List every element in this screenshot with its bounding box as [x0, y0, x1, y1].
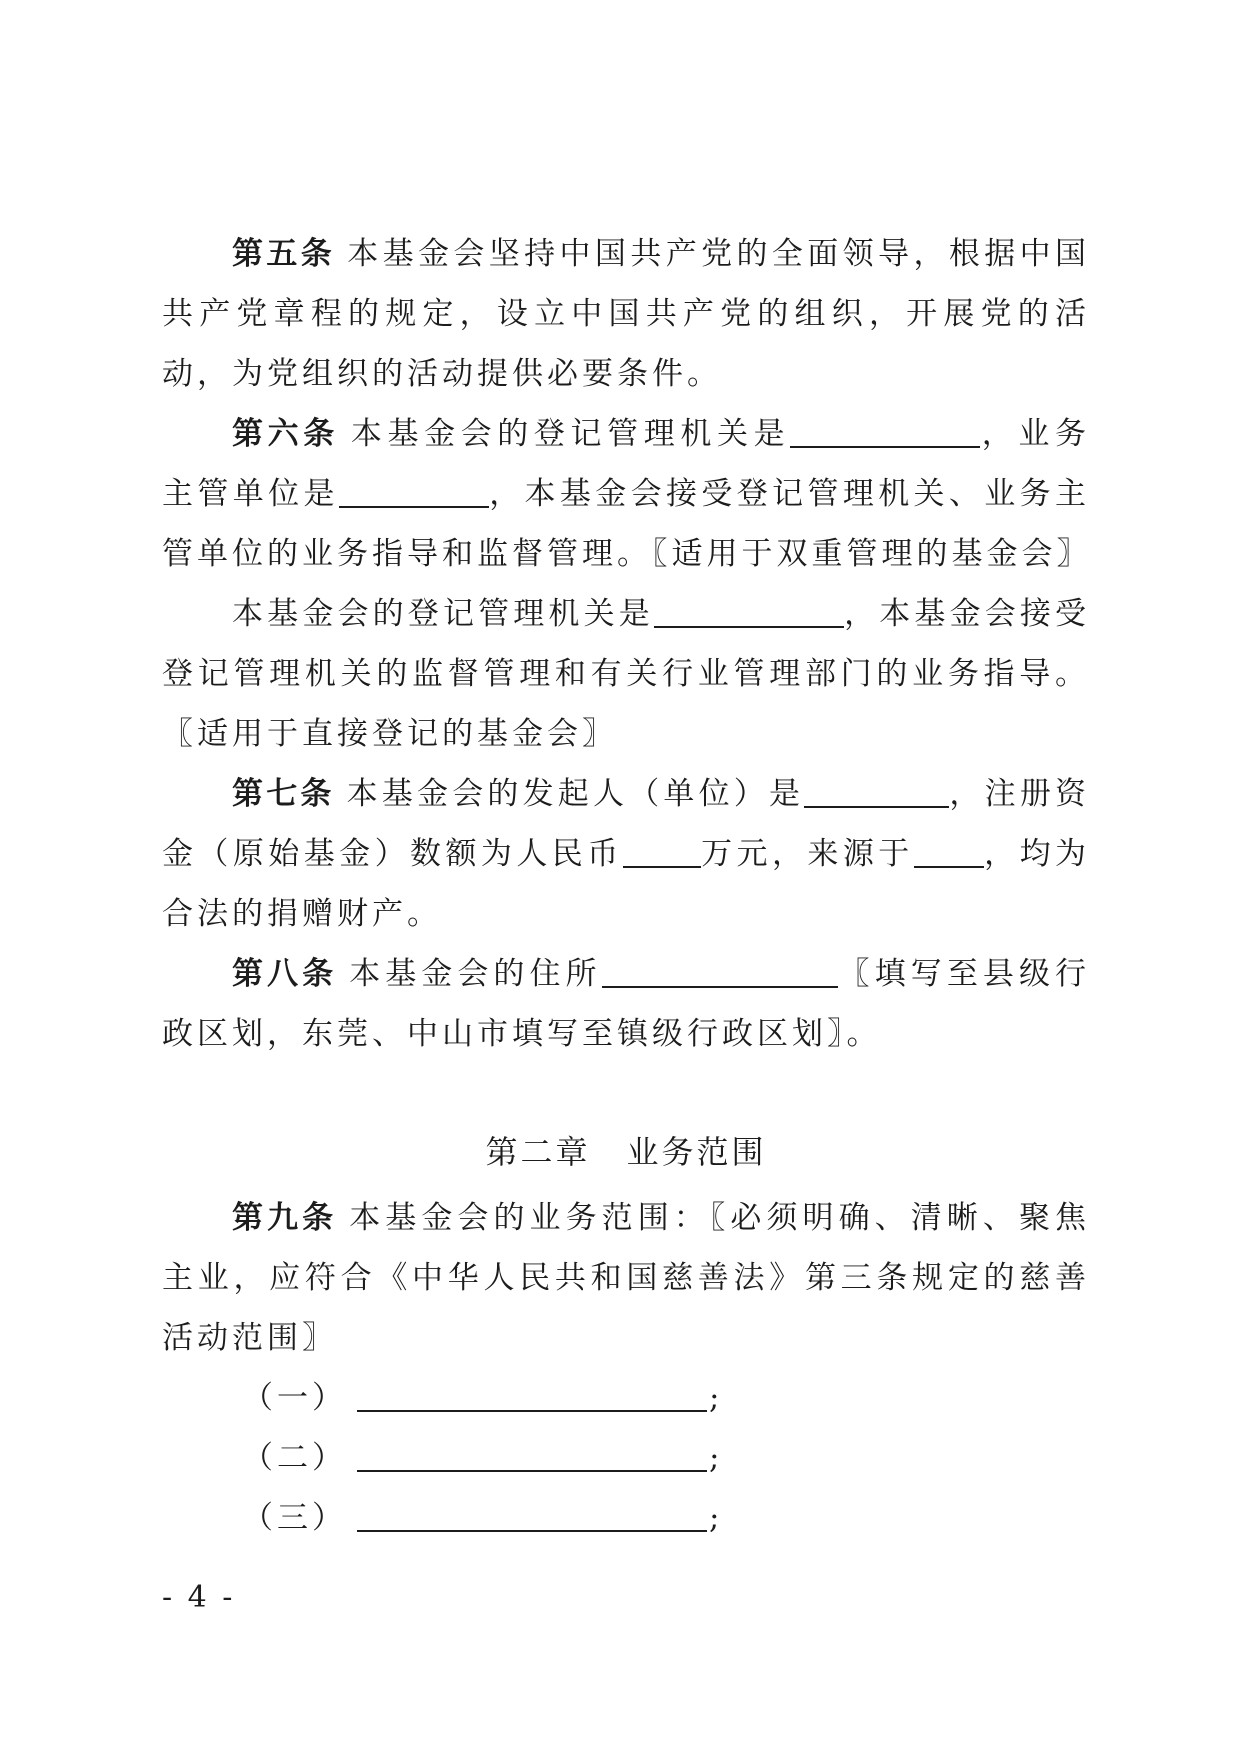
business-scope-item-3 [162, 1488, 1090, 1548]
supervising-unit-blank [339, 470, 489, 508]
article-6-text-3: ，本基金会接受登记管理机关、业务主管单位的业务指导和监督管理。〖适用于双重管理的基金会〗 [162, 476, 1092, 572]
article-9 [162, 1188, 1090, 1368]
item-3-blank [357, 1494, 707, 1532]
article-6-alt-text-1: 本基金会的登记管理机关是 [232, 596, 654, 632]
article-7 [162, 764, 1090, 944]
item-3-end: ; [709, 1500, 724, 1536]
item-1-blank [357, 1374, 707, 1412]
article-7-label: 第七条 [232, 776, 335, 812]
article-9-label: 第九条 [232, 1200, 338, 1236]
item-2-number: （二） [242, 1440, 347, 1476]
article-9-text: 本基金会的业务范围：〖必须明确、清晰、聚焦主业，应符合《中华人民共和国慈善法》第三条规定的慈善活动范围〗 [162, 1200, 1091, 1356]
item-1-end: ; [709, 1380, 724, 1416]
item-2-end: ; [709, 1440, 724, 1476]
article-6-alternative [162, 584, 1090, 764]
article-7-text-1: 本基金会的发起人（单位）是 [346, 776, 805, 812]
item-2-blank [357, 1434, 707, 1472]
article-6-alt-text-2: ，本基金会接受登记管理机关的监督管理和有关行业管理部门的业务指导。〖适用于直接登记的基金会〗 [162, 596, 1091, 752]
chapter-number: 第二章 [485, 1133, 591, 1171]
source-blank [914, 830, 984, 868]
item-3-number: （三） [242, 1500, 347, 1536]
business-scope-item-2 [162, 1428, 1090, 1488]
article-7-text-3: 万元，来源于 [700, 836, 914, 872]
article-7-text-4: ，均为合法的捐赠财产。 [162, 836, 1091, 932]
address-blank [602, 950, 838, 988]
article-6-text-1: 本基金会的登记管理机关是 [350, 416, 791, 452]
article-5-label: 第五条 [232, 236, 336, 272]
document-body [162, 224, 1090, 1548]
article-5 [162, 224, 1090, 404]
article-8 [162, 944, 1090, 1064]
article-8-label: 第八条 [232, 956, 338, 992]
article-6-text-2: ，业务主管单位是 [162, 416, 1091, 512]
registration-authority-blank [790, 410, 980, 448]
article-7-text-2: ，注册资金（原始基金）数额为人民币 [162, 776, 1091, 872]
chapter-heading [162, 1122, 1090, 1182]
item-1-number: （一） [242, 1380, 347, 1416]
amount-blank [623, 830, 701, 868]
article-5-text: 本基金会坚持中国共产党的全面领导，根据中国共产党章程的规定，设立中国共产党的组织，开展党的活动，为党组织的活动提供必要条件。 [162, 236, 1091, 392]
chapter-title: 业务范围 [626, 1133, 767, 1171]
article-8-text-1: 本基金会的住所 [349, 956, 602, 992]
business-scope-item-1 [162, 1368, 1090, 1428]
direct-registration-authority-blank [654, 590, 844, 628]
article-6-label: 第六条 [232, 416, 339, 452]
article-8-text-2: 〖填写至县级行政区划，东莞、中山市填写至镇级行政区划〗。 [162, 956, 1091, 1052]
article-6 [162, 404, 1090, 584]
initiator-blank [804, 770, 949, 808]
page-number: - 4 - [162, 1580, 236, 1615]
